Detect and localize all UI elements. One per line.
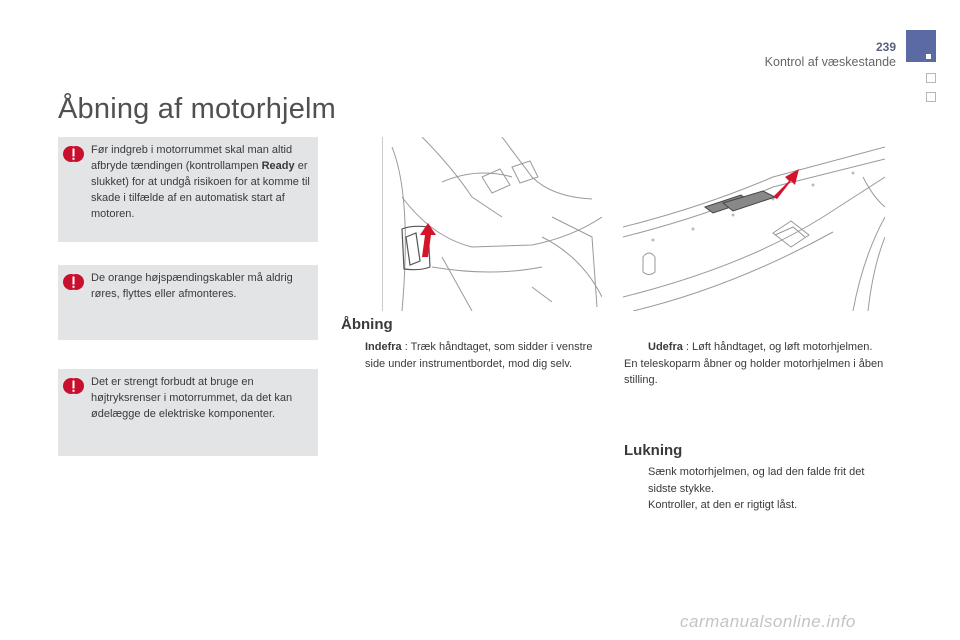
opening-note: En teleskoparm åbner og holder motorhjelmen i åben stilling. [624,357,884,386]
closing-steps [624,464,886,514]
warning-box-ignition [58,137,318,242]
bullet-item: Kontroller, at den er rigtigt låst. [648,499,798,511]
bullet-item: Udefra : Løft håndtaget, og løft motorhjelmen. [648,341,873,353]
warning-text-cables: De orange højspændingskabler må aldrig røres, flyttes eller afmonteres. [91,272,293,300]
exterior-release-lever-illustration [623,137,885,311]
chapter-tab [906,30,936,62]
section-title: Kontrol af væskestande [764,55,896,69]
watermark: carmanualsonline.info [680,612,856,631]
warning-exclamation-icon [62,145,84,163]
closing-title: Lukning [624,442,683,459]
opening-title: Åbning [341,316,393,333]
warning-box-cables [58,265,318,340]
warning-box-pressure-washer [58,369,318,456]
warning-text-ignition: Før indgreb i motorrummet skal man altid afbryde tændingen (kontrollampen Ready er slukket) for at undgå risikoen for at komme til skade i tilfælde af en automatisk start af motoren. [91,144,310,220]
opening-outside-text [624,339,886,389]
opening-inside-text [341,339,599,372]
bullet-item: Sænk motorhjelmen, og lad den falde frit det sidste stykke. [648,466,865,495]
page-number: 239 [875,40,896,54]
warning-text-pressure-washer: Det er strengt forbudt at bruge en højtryksrenser i motorrummet, da det kan ødelægge de elektriske komponenter. [91,376,293,420]
interior-release-lever-illustration [382,137,602,311]
bullet-item: Indefra : Træk håndtaget, som sidder i venstre side under instrumentbordet, mod dig selv. [365,341,593,370]
page-heading: Åbning af motorhjelm [58,93,337,125]
warning-exclamation-icon [62,377,84,395]
warning-exclamation-icon [62,273,84,291]
chapter-tab-empty-1 [926,73,936,83]
chapter-tab-marker [926,54,931,59]
chapter-tab-empty-2 [926,92,936,102]
